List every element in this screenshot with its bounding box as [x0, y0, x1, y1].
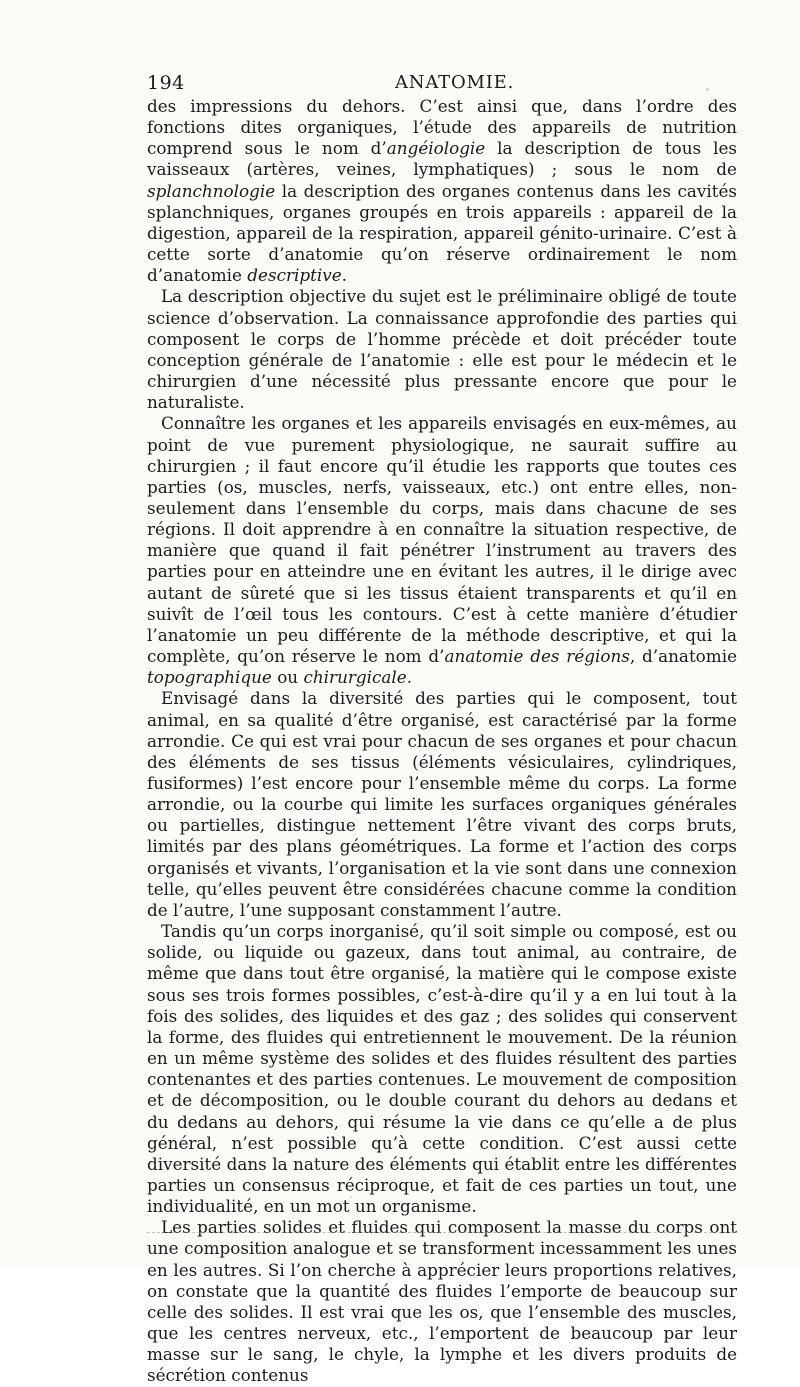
paragraph [147, 96, 737, 286]
running-title: ANATOMIE. [395, 72, 515, 93]
italic-term: descriptive [247, 265, 342, 286]
paragraph [147, 1217, 737, 1386]
ink-speck [706, 88, 709, 91]
text-run: , d’anatomie [629, 646, 737, 667]
text-run: La description objective du sujet est le préliminaire obligé de toute science d’observation. La connaissance approfondie des parties qui composent le corps de l’homme précède et doit précéder toute conception générale de l’anatomie : elle est pour le médecin et le chirurgien d’une nécessité plus pressante encore que pour le naturaliste. [147, 286, 737, 413]
italic-term: topographique [147, 667, 272, 688]
paragraph [147, 413, 737, 688]
ink-speck [442, 1180, 444, 1182]
text-run: Envisagé dans la diversité des parties qui le composent, tout animal, en sa qualité d’être organisé, est caractérisé par la forme arrondie. Ce qui est vrai pour chacun de ses organes et pour chacun des éléments de ses tissus (éléments vésiculaires, cylindriques, fusiformes) l’est encore pour l’ensemble même du corps. La forme arrondie, ou la courbe qui limite les surfaces organiques générales ou partielles, distingue nettement l’être vivant des corps bruts, limités par des plans géométriques. La forme et l’action des corps organisés et vivants, l’organisation et la vie sont dans une connexion telle, qu’elles peuvent être considérées chacune comme la condition de l’autre, l’une supposant constamment l’autre. [147, 688, 737, 920]
text-run: . [341, 265, 347, 286]
text-run: Connaître les organes et les appareils envisagés en eux-mêmes, au point de vue purement physiologique, ne saurait suffire au chirurgien ; il faut encore qu’il étudie les rapports que toutes ces parties (os, muscles, nerfs, vaisseaux, etc.) ont entre elles, non-seulement dans l’ensemble du corps, mais dans chacune de ses régions. Il doit apprendre à en connaître la situation respective, de manière que quand il fait pénétrer l’instrument au travers des parties pour en atteindre une en évitant les autres, il le dirige avec autant de sûreté que si les tissus étaient transparents et qu’il en suivît de l’œil tous les contours. C’est à cette manière d’étudier l’anatomie un peu différente de la méthode descriptive, et qui la complète, qu’on réserve le nom d’ [147, 413, 737, 667]
italic-term: anatomie des régions [444, 646, 630, 667]
text-run: la description des organes contenus dans les cavités splanchniques, organes groupés en trois appareils : appareil de la digestion, appareil de la respiration, appareil génito-urinaire. C’est à cette sorte d’anatomie qu’on réserve ordinairement le nom d’anatomie [147, 180, 737, 286]
text-run: ou [271, 667, 304, 688]
bottom-rule [147, 1232, 737, 1233]
text-run: . [406, 667, 413, 688]
text-run: Les parties solides et fluides qui composent la masse du corps ont une composition analogue et se transforment incessamment les unes en les autres. Si l’on cherche à apprécier leurs proportions relatives, on constate que la quantité des fluides l’emporte de beaucoup sur celle des solides. Il est vrai que les os, que l’ensemble des muscles, que les centres nerveux, etc., l’emportent de beaucoup par leur masse sur le sang, le chyle, la lymphe et les divers produits de sécrétion contenus [147, 1217, 737, 1386]
body-text [147, 96, 737, 1387]
paragraph [147, 688, 737, 921]
paragraph [147, 921, 737, 1217]
text-run: des impressions du dehors. C’est ainsi que, dans l’ordre des fonctions dites organiques, l’étude des appareils de nutrition comprend sous le nom d’ [147, 96, 737, 159]
paragraph [147, 286, 737, 413]
text-run: Tandis qu’un corps inorganisé, qu’il soit simple ou composé, est ou solide, ou liquide ou gazeux, dans tout animal, au contraire, de même que dans tout être organisé, la matière qui le compose existe sous ses trois formes possibles, c’est-à-dire qu’il y a en lui tout à la fois des solides, des liquides et des gaz ; des solides qui conservent la forme, des fluides qui entretiennent le mouvement. De la réunion en un même système des solides et des fluides résultent des parties contenantes et des parties contenues. Le mouvement de composition et de décomposition, ou le double courant du dehors au dedans et du dedans au dehors, qui résume la vie dans ce qu’elle a de plus général, n’est possible qu’à cette condition. C’est aussi cette diversité dans la nature des éléments qui établit entre les différentes parties un consensus réciproque, et fait de ces parties un tout, une individualité, en un mot un organisme. [147, 921, 737, 1217]
italic-term: chirurgicale [303, 667, 407, 688]
italic-term: splanchnologie [147, 180, 276, 201]
ink-speck [350, 1196, 352, 1198]
text-run: la description de tous les vaisseaux (artères, veines, lymphatiques) ; sous le nom de [147, 138, 737, 180]
italic-term: angéiologie [386, 138, 486, 159]
page-header [147, 72, 737, 98]
page-number: 194 [147, 72, 185, 94]
